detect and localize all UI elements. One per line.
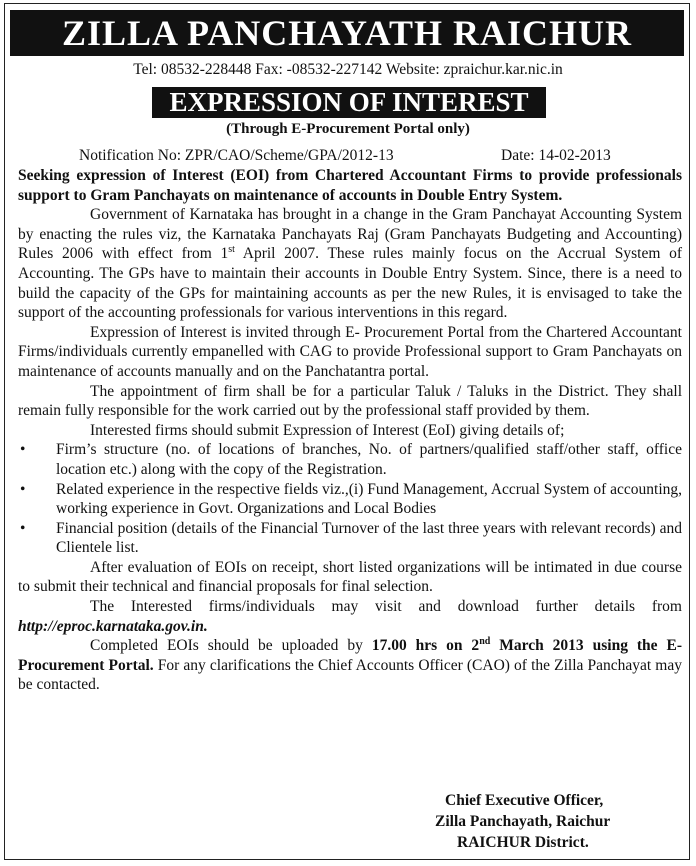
org-banner: ZILLA PANCHAYATH RAICHUR bbox=[10, 10, 684, 56]
notification-number: Notification No: ZPR/CAO/Scheme/GPA/2012-13 bbox=[79, 147, 394, 164]
list-item bbox=[18, 440, 682, 479]
list-item-text: Related experience in the respective fields viz.,(i) Fund Management, Accrual System of accounting, working experience in Govt. Organizations and Local Bodies bbox=[56, 480, 682, 518]
deadline-text-2: For any clarifications the Chief Accounts Officer (CAO) of the Zilla Panchayat may be contacted. bbox=[18, 656, 682, 694]
deadline-date: March 2013 using the E-Procurement Portal. bbox=[18, 637, 682, 674]
paragraph-background bbox=[18, 205, 682, 323]
signature-block bbox=[414, 790, 610, 853]
bullet-icon: • bbox=[20, 519, 26, 537]
paragraph-appointment: The appointment of firm shall be for a particular Taluk / Taluks in the District. They shall remain fully responsible for the work carried out by the professional staff provided by them. bbox=[18, 382, 682, 420]
contact-line: Tel: 08532-228448 Fax: -08532-227142 Website: zpraichur.kar.nic.in bbox=[133, 61, 563, 78]
deadline-time: 17.00 hrs on 2 bbox=[371, 637, 480, 655]
eproc-link[interactable]: http://eproc.karnataka.gov.in. bbox=[18, 617, 208, 635]
ordinal-suffix: nd bbox=[479, 636, 491, 648]
signatory-district: RAICHUR District. bbox=[457, 834, 589, 851]
paragraph-background-text-2: April 2007. These rules mainly focus on the Accrual System of Accounting. The GPs have to maintain their accounts in Double Entry System. Since, there is a need to build the capacity of the GPs for maintaining accounts as per the new Rules, it is envisaged to take the support of the accounting professionals for various interventions in this regard. bbox=[18, 245, 682, 322]
notice-date: Date: 14-02-2013 bbox=[501, 147, 611, 164]
signatory-office: Zilla Panchayath, Raichur bbox=[435, 813, 611, 830]
bullet-icon: • bbox=[20, 441, 26, 459]
paragraph-submission: Interested firms should submit Expression of Interest (EoI) giving details of; bbox=[90, 421, 565, 439]
signatory-title: Chief Executive Officer, bbox=[445, 792, 604, 809]
paragraph-deadline bbox=[18, 636, 682, 695]
deadline-text-1: Completed EOIs should be uploaded by bbox=[90, 637, 372, 655]
list-item bbox=[18, 480, 682, 519]
notice-title: EXPRESSION OF INTEREST bbox=[152, 87, 546, 118]
paragraph-evaluation: After evaluation of EOIs on receipt, short listed organizations will be intimated in due course to submit their technical and financial proposals for final selection. bbox=[18, 558, 682, 596]
ordinal-suffix: st bbox=[228, 244, 235, 256]
paragraph-background-text-1: Government of Karnataka has brought in a change in the Gram Panchayat Accounting System by enacting the rules viz, the Karnataka Panchayats Raj (Gram Panchayats Budgeting and Accounting) Rules 2006 with effect from 1 bbox=[18, 206, 682, 263]
paragraph-download bbox=[18, 597, 682, 636]
notice-body bbox=[18, 166, 682, 695]
notice-subtitle: (Through E-Procurement Portal only) bbox=[226, 121, 470, 137]
paragraph-download-text: The Interested firms/individuals may visit and download further details from bbox=[90, 598, 682, 616]
paragraph-invitation: Expression of Interest is invited through E- Procurement Portal from the Chartered Accountant Firms/individuals currently empanelled with CAG to provide Professional support to Gram Panchayats on maintenance of accounts manually and on the Panchatantra portal. bbox=[18, 323, 682, 380]
list-item bbox=[18, 519, 682, 558]
bullet-icon: • bbox=[20, 480, 26, 498]
lead-paragraph: Seeking expression of Interest (EOI) from Chartered Accountant Firms to provide professionals support to Gram Panchayats on maintenance of accounts in Double Entry System. bbox=[18, 167, 682, 204]
list-item-text: Financial position (details of the Financial Turnover of the last three years with relevant records) and Clientele list. bbox=[56, 519, 682, 557]
list-item-text: Firm’s structure (no. of locations of branches, No. of partners/qualified staff/other staff, office location etc.) along with the copy of the Registration. bbox=[56, 441, 682, 478]
